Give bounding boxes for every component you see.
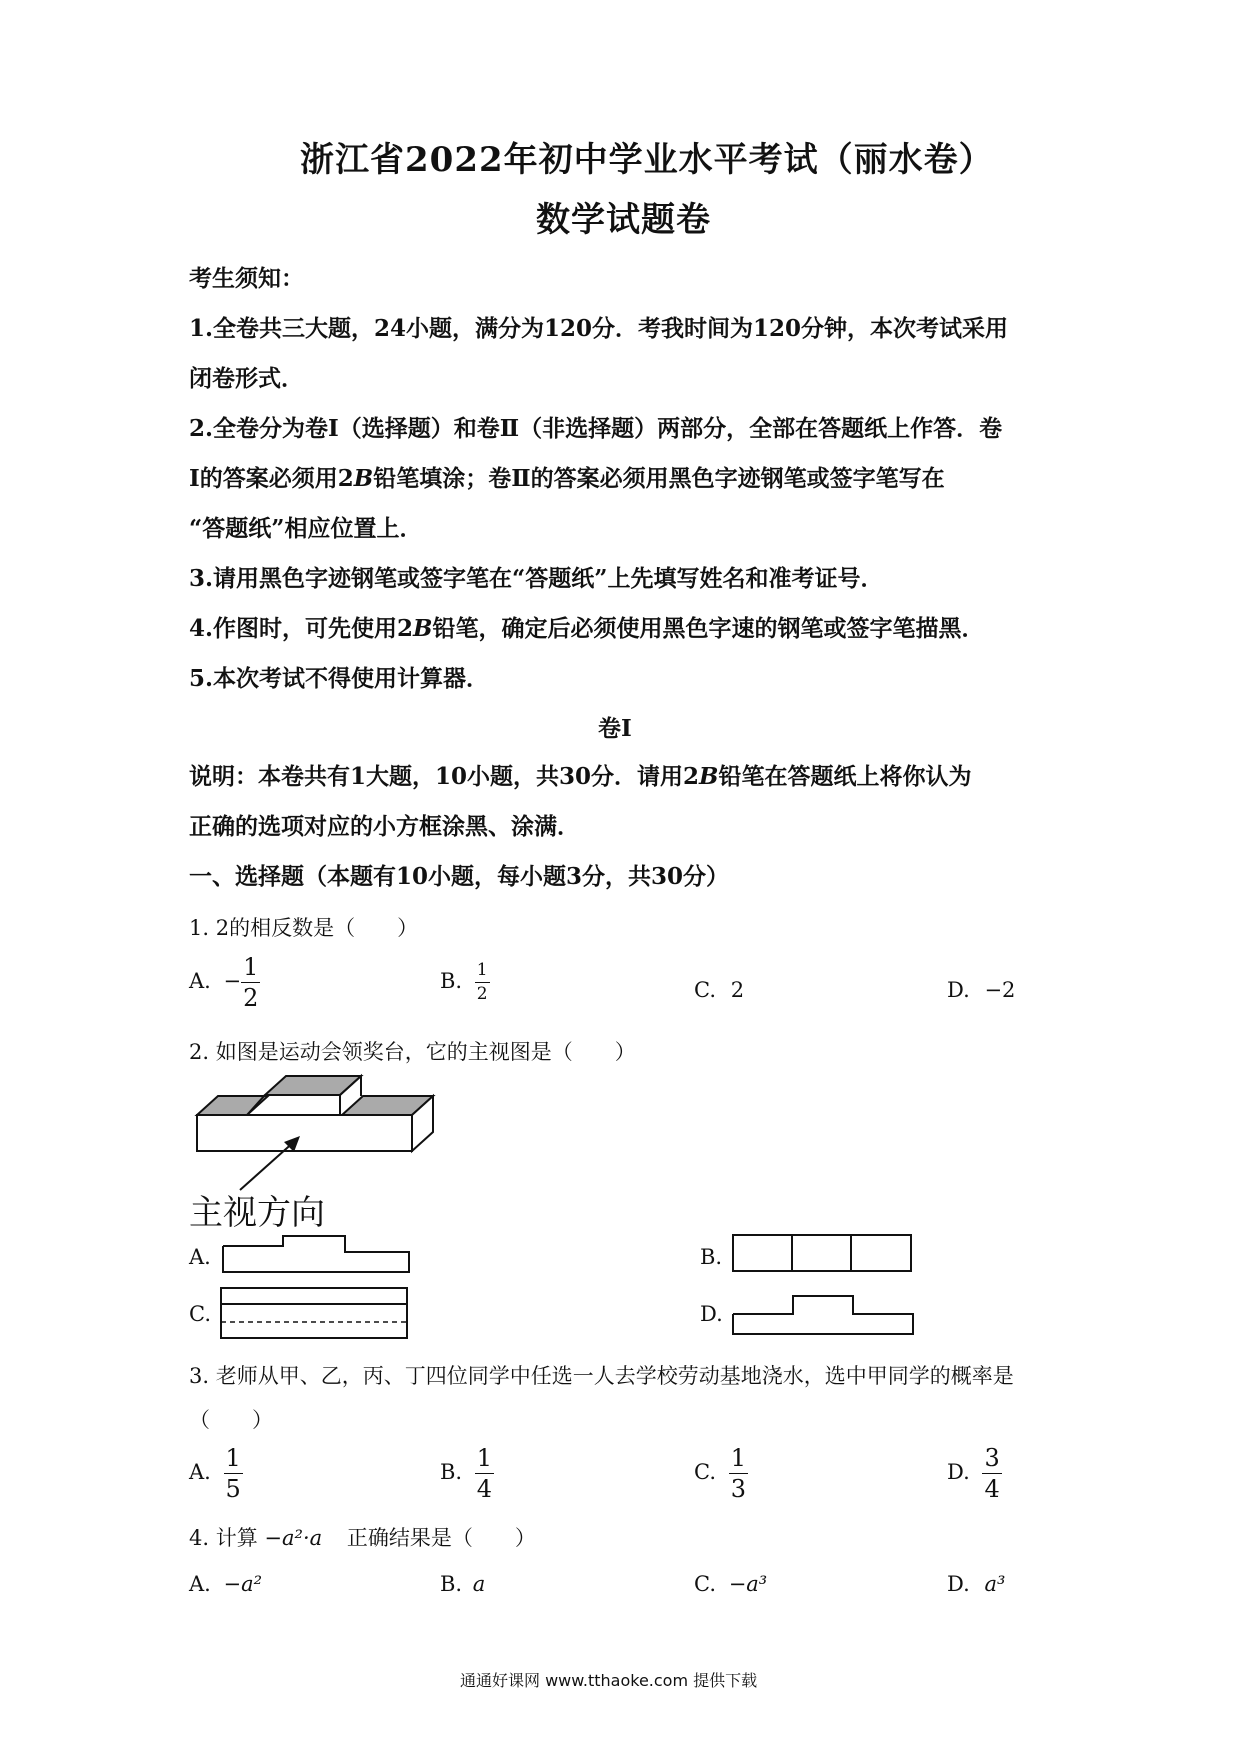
q3-option-a-fraction xyxy=(224,1446,243,1501)
q3-option-b-denominator: 4 xyxy=(476,1475,493,1503)
q1-option-b-numerator: 1 xyxy=(475,962,490,983)
q2-option-c-figure xyxy=(219,1286,409,1340)
q3-option-b-numerator: 1 xyxy=(476,1444,493,1472)
q4-option-b-value: a xyxy=(472,1572,486,1596)
q1-option-c xyxy=(694,978,744,1002)
page-title: 浙江省2022年初中学业水平考试（丽水卷） xyxy=(300,140,994,180)
part1-desc-a: 说明：本卷共有1大题，10小题，共30分．请用2 xyxy=(189,763,700,790)
q4-option-d xyxy=(947,1572,1005,1596)
q1-option-a-sign: − xyxy=(223,969,242,993)
part1-desc-c: 铅笔在答题纸上将你认为 xyxy=(718,763,972,790)
q2-stem: 2. 如图是运动会领奖台，它的主视图是（ ） xyxy=(189,1040,636,1064)
q4-option-c-value: −a³ xyxy=(728,1572,768,1596)
q1-option-b-denominator: 2 xyxy=(476,984,488,1004)
q3-option-d-fraction xyxy=(982,1446,1001,1501)
notice-heading: 考生须知： xyxy=(189,265,304,292)
q3-option-a-label: A. xyxy=(189,1460,211,1484)
q3-option-c xyxy=(694,1446,748,1501)
q3-option-d-numerator: 3 xyxy=(984,1444,1000,1472)
podium-left-top xyxy=(197,1096,268,1115)
q3-stem-line-1: 3. 老师从甲、乙，丙、丁四位同学中任选一人去学校劳动基地浇水，选中甲同学的概率是 xyxy=(189,1364,1014,1388)
q4-stem xyxy=(189,1522,536,1552)
q1-option-c-label: C. xyxy=(694,978,716,1002)
notice-item-2-line-2-c: 铅笔填涂；卷Ⅱ的答案必须用黑色字迹钢笔或签字笔写在 xyxy=(373,465,945,492)
q1-option-a xyxy=(189,955,260,1010)
q3-option-c-numerator: 1 xyxy=(730,1444,746,1472)
q3-option-c-fraction xyxy=(729,1446,748,1501)
q1-option-b-label: B. xyxy=(440,969,463,993)
q1-option-a-fraction xyxy=(241,955,260,1010)
notice-item-4-pencil-b: B xyxy=(413,615,433,642)
notice-item-1-line-2: 闭卷形式． xyxy=(189,365,304,392)
q1-stem: 1. 2的相反数是（ ） xyxy=(189,916,419,940)
q1-option-b-fraction xyxy=(475,962,490,1003)
q4-option-d-value: a³ xyxy=(984,1572,1006,1596)
q3-option-d-label: D. xyxy=(947,1460,970,1484)
part1-desc-pencil-b: B xyxy=(699,763,719,790)
podium-figure xyxy=(190,1070,450,1180)
podium-base-front xyxy=(197,1115,412,1151)
q3-option-a-numerator: 1 xyxy=(225,1444,241,1472)
q2-figure-caption: 主视方向 xyxy=(189,1193,325,1233)
q3-option-d xyxy=(947,1446,1002,1501)
q2-option-c-label: C. xyxy=(189,1302,211,1326)
section-heading: 一、选择题（本题有10小题，每小题3分，共30分） xyxy=(189,863,730,890)
q3-option-b xyxy=(440,1446,494,1501)
q4-option-b-label: B. xyxy=(440,1572,463,1596)
q2-option-d-figure xyxy=(731,1292,915,1336)
q2-option-a-figure xyxy=(221,1234,411,1274)
notice-item-2-line-2 xyxy=(189,460,945,493)
q4-option-d-label: D. xyxy=(947,1572,970,1596)
q3-stem-line-2: （ ） xyxy=(189,1408,273,1432)
notice-item-2-pencil-b: B xyxy=(353,465,374,492)
q2-option-b-label: B. xyxy=(700,1245,723,1269)
notice-item-2-line-1: 2.全卷分为卷Ⅰ（选择题）和卷Ⅱ（非选择题）两部分，全部在答题纸上作答．卷 xyxy=(189,415,1003,442)
q2-option-a-label: A. xyxy=(189,1245,211,1269)
q4-option-c-label: C. xyxy=(694,1572,716,1596)
part1-desc-line-2: 正确的选项对应的小方框涂黑、涂满． xyxy=(189,813,580,840)
notice-item-2-line-2-a: Ⅰ的答案必须用2 xyxy=(189,465,354,492)
part1-heading: 卷Ⅰ xyxy=(598,715,632,742)
page-subtitle: 数学试题卷 xyxy=(536,200,711,240)
q1-option-d xyxy=(947,978,1015,1002)
q3-option-a-denominator: 5 xyxy=(225,1475,241,1503)
q2-option-d-label: D. xyxy=(700,1302,723,1326)
q4-option-b xyxy=(440,1572,485,1596)
podium-middle-top xyxy=(265,1076,361,1095)
q1-option-c-value: 2 xyxy=(730,978,745,1002)
q1-option-d-label: D. xyxy=(947,978,970,1002)
q4-option-a-label: A. xyxy=(189,1572,211,1596)
part1-desc-line-1 xyxy=(189,758,971,791)
q1-option-a-denominator: 2 xyxy=(243,984,259,1012)
q4-stem-a: 4. 计算 xyxy=(189,1526,258,1550)
q1-option-b xyxy=(440,962,490,1003)
notice-item-1-line-1: 1.全卷共三大题，24小题，满分为120分．考我时间为120分钟，本次考试采用 xyxy=(189,315,1009,342)
q4-option-a xyxy=(189,1572,262,1596)
q3-option-d-denominator: 4 xyxy=(984,1475,1000,1503)
q3-option-c-denominator: 3 xyxy=(730,1475,746,1503)
notice-item-3: 3.请用黑色字迹钢笔或签字笔在“答题纸”上先填写姓名和准考证号． xyxy=(189,565,884,592)
notice-item-5: 5.本次考试不得使用计算器． xyxy=(189,665,490,692)
q1-option-a-numerator: 1 xyxy=(243,953,259,981)
q3-option-c-label: C. xyxy=(694,1460,716,1484)
q4-stem-b: 正确结果是（ ） xyxy=(346,1526,536,1550)
notice-item-4-c: 铅笔，确定后必须使用黑色字速的钢笔或签字笔描黑． xyxy=(432,615,985,642)
q1-option-d-value: −2 xyxy=(984,978,1016,1002)
q3-option-b-label: B. xyxy=(440,1460,463,1484)
q1-option-a-label: A. xyxy=(189,969,211,993)
q4-stem-expression: −a²·a xyxy=(264,1526,323,1550)
page-footer: 通通好课网 www.tthaoke.com 提供下载 xyxy=(460,1671,758,1690)
q3-option-b-fraction xyxy=(475,1446,494,1501)
q4-option-c xyxy=(694,1572,767,1596)
notice-item-2-line-3: “答题纸”相应位置上． xyxy=(189,515,423,542)
q4-option-a-value: −a² xyxy=(223,1572,263,1596)
q2-option-b-figure xyxy=(731,1233,913,1273)
q3-option-a xyxy=(189,1446,243,1501)
notice-item-4 xyxy=(189,610,984,643)
notice-item-4-a: 4.作图时，可先使用2 xyxy=(189,615,414,642)
